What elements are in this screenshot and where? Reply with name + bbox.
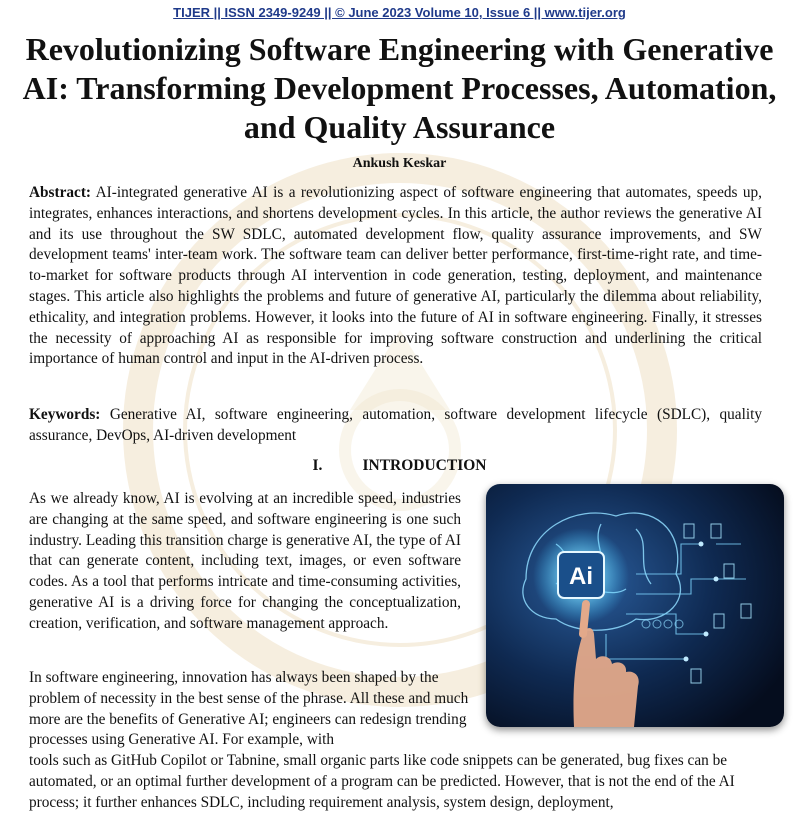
keywords-text: Generative AI, software engineering, automation, software development lifecycle (SDLC), quality assurance, DevOps, AI-driven development (29, 406, 762, 444)
ai-brain-illustration (486, 484, 784, 727)
paper-title: Revolutionizing Software Engineering with Generative AI: Transforming Development Processes, Automation, and Quality Assurance (22, 31, 777, 145)
abstract-label: Abstract: (29, 184, 92, 201)
abstract-text: AI-integrated generative AI is a revolutionizing aspect of software engineering that automates, speeds up, integrates, enhances interactions, and shortens development cycles. In this article, the author reviews the generative AI and its use throughout the SW SDLC, automated development flow, quality assurance improvements, and SW development teams' inter-team work. The software team can deliver better performance, first-time-right rate, and time-to-market for software products through AI intervention in code generation, testing, deployment, and maintenance stages. This article also highlights the problems and future of generative AI, particularly the dilemma about reliability, ethicality, and integration problems. However, it looks into the future of AI in software engineering. Finally, it stresses the necessity of approaching AI as responsible for improving software construction and underlining the critical importance of human control and input in the AI-driven process. (29, 184, 762, 368)
keywords (29, 405, 762, 447)
ai-brain-figure (486, 484, 784, 727)
paper-author: Ankush Keskar (352, 156, 447, 171)
intro-paragraph-2-full: tools such as GitHub Copilot or Tabnine, small organic parts like code snippets can be generated, bug fixes can be automated, or an optimal further development of a program can be predicted. However, that is not the end of the AI process; it further enhances SDLC, including requirement analysis, system design, deployment, (29, 752, 735, 811)
abstract (29, 183, 762, 370)
intro-paragraph-1: As we already know, AI is evolving at an incredible speed, industries are changing at the same speed, and software engineering is one such industry. Leading this transition charge is generative AI, the type of AI that can generate content, including text, images, or even software codes. As a tool that performs intricate and time-consuming activities, generative AI is a driving force for changing the conceptualization, creation, verification, and software management approach. (29, 490, 461, 632)
section-heading (0, 457, 799, 475)
section-title: INTRODUCTION (362, 457, 487, 474)
ai-chip-label: Ai (569, 563, 593, 590)
keywords-label: Keywords: (29, 406, 101, 423)
section-number: I. (312, 457, 323, 474)
intro-paragraph-2-wrapped: In software engineering, innovation has always been shaped by the problem of necessity in the best sense of the phrase. All these and much more are the benefits of Generative AI; engineers can redesign trending processes using Generative AI. For example, with (29, 669, 469, 749)
journal-header-link[interactable]: TIJER || ISSN 2349-9249 || © June 2023 Volume 10, Issue 6 || www.tijer.org (173, 5, 626, 20)
